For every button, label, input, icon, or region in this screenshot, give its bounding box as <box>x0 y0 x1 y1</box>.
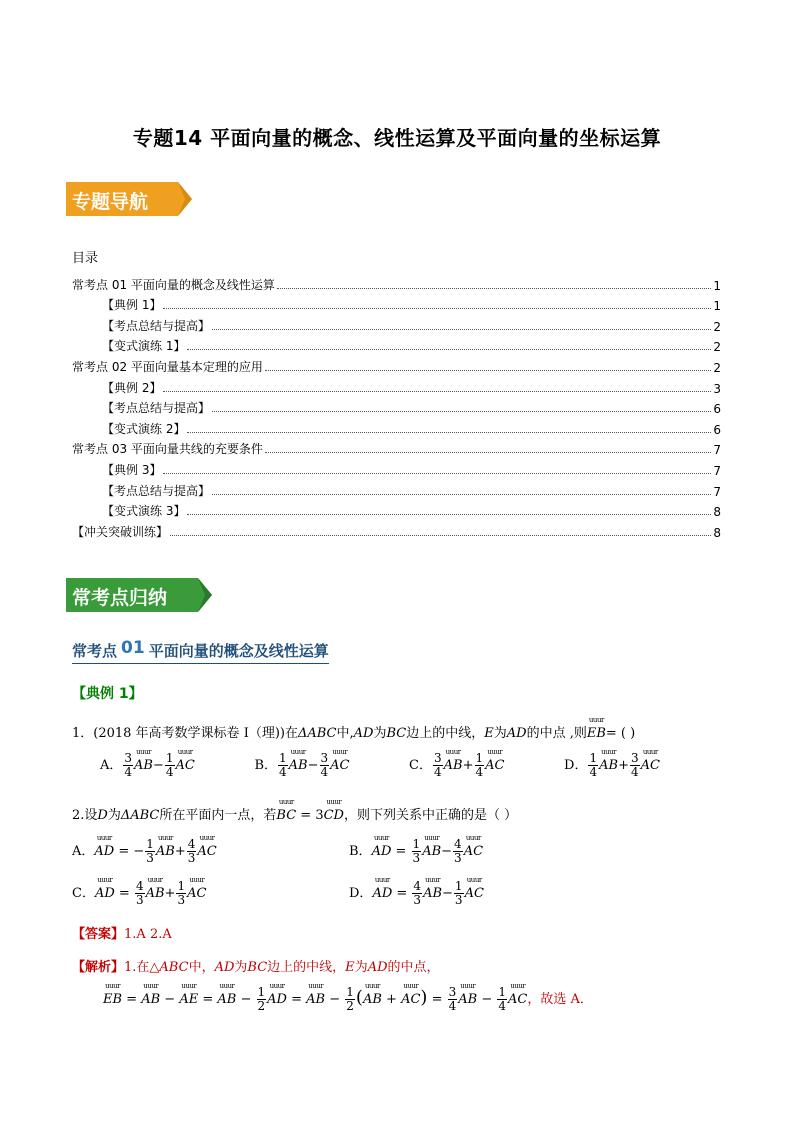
toc-entry-label: 常考点 02 平面向量基本定理的应用 <box>72 359 263 374</box>
toc-entry-page: 8 <box>713 505 721 520</box>
q2-option-c[interactable]: C．uuur AD = $\frac{4}{3}$ uuur AB+ $\frac{1}{3}$ uuur AC <box>72 880 206 907</box>
toc-entry-label: 【典例 3】 <box>102 462 162 477</box>
toc-entry[interactable] <box>72 499 721 520</box>
question-2-stem: 2.设D为ΔABC所在平面内一点，若uuur BC = 3uuur CD，则下列关系中正确的是（ ） <box>72 804 517 823</box>
toc-entry[interactable] <box>72 396 721 417</box>
toc-entry-label: 【考点总结与提高】 <box>102 318 211 333</box>
summary-banner-label: 常考点归纳 <box>72 587 168 609</box>
toc-leader-dots <box>212 411 711 412</box>
q2-option-d[interactable]: D．uuur AD = $\frac{4}{3}$ uuur AB− $\frac{1}{3}$ uuur AC <box>349 880 484 907</box>
q2-option-a[interactable]: A．uuur AD = − $\frac{1}{3}$ uuur AB+ $\frac{4}{3}$ uuur AC <box>72 838 217 865</box>
toc-entry-label: 【冲关突破训练】 <box>72 524 169 539</box>
toc-entry-page: 6 <box>713 402 721 417</box>
q2-option-b[interactable]: B．uuur AD = $\frac{1}{3}$ uuur AB− $\frac{4}{3}$ uuur AC <box>349 838 483 865</box>
page-title: 专题14 平面向量的概念、线性运算及平面向量的坐标运算 <box>132 126 662 150</box>
toc-entry-page: 8 <box>713 525 721 540</box>
question-1-stem: 1．(2018 年高考数学课标卷 I（理))在ΔABC中,AD为BC边上的中线，E为AD的中点 ,则uuur EB= ( ) <box>72 722 635 741</box>
toc-entry[interactable] <box>72 354 721 375</box>
toc-entry-label: 常考点 01 平面向量的概念及线性运算 <box>72 277 275 292</box>
toc-leader-dots <box>187 432 711 433</box>
toc-entry-label: 【考点总结与提高】 <box>102 401 211 416</box>
answer-label: 【答案】 <box>72 927 125 942</box>
toc-entry-page: 1 <box>713 278 721 293</box>
nav-banner <box>66 182 196 216</box>
toc-entry-label: 【变式演练 1】 <box>102 339 186 354</box>
q1-option-b[interactable]: B． $\frac{1}{4}$ uuur AB− $\frac{3}{4}$ uuur AC <box>254 752 349 779</box>
toc-entry-page: 2 <box>713 360 721 375</box>
analysis-line-1: 【解析】1.在△ABC中，AD为BC边上的中线，E为AD的中点， <box>72 960 440 975</box>
toc-entry[interactable] <box>72 416 721 437</box>
toc-leader-dots <box>265 370 711 371</box>
q1-option-c[interactable]: C． $\frac{3}{4}$ uuur AB+ $\frac{1}{4}$ uuur AC <box>409 752 504 779</box>
summary-banner <box>66 578 216 612</box>
toc-leader-dots <box>163 473 711 474</box>
toc-entry[interactable] <box>72 272 721 293</box>
toc-entry-label: 【变式演练 3】 <box>102 504 186 519</box>
analysis-label: 【解析】 <box>72 960 125 975</box>
toc-entry-page: 2 <box>713 319 721 334</box>
toc-leader-dots <box>187 514 711 515</box>
toc-leader-dots <box>163 308 711 309</box>
toc-leader-dots <box>187 349 711 350</box>
example-label: 【典例 1】 <box>72 686 143 702</box>
toc-entry[interactable] <box>72 293 721 314</box>
analysis-line-2: uuur EB = uuur AB − uuur AE = uuur AB − $\frac{1}{2}$ uuur AD = uuur AB − $\frac{1}{2}$ (uuur AB + uuur AC) = $\frac{3}{4}$ uuur AB − $\frac{1}{4}$ uuur AC，故选 A． <box>103 986 593 1013</box>
section-heading <box>72 640 329 664</box>
table-of-contents <box>72 272 721 540</box>
section-number: 01 <box>121 638 145 658</box>
toc-entry[interactable] <box>72 375 721 396</box>
toc-entry-page: 6 <box>713 422 721 437</box>
toc-entry-label: 【变式演练 2】 <box>102 421 186 436</box>
toc-entry-label: 【典例 1】 <box>102 298 162 313</box>
toc-entry[interactable] <box>72 313 721 334</box>
toc-leader-dots <box>212 494 711 495</box>
toc-entry-page: 1 <box>713 299 721 314</box>
toc-leader-dots <box>265 452 711 453</box>
section-name: 平面向量的概念及线性运算 <box>148 642 329 660</box>
toc-entry-label: 【典例 2】 <box>102 380 162 395</box>
section-prefix: 常考点 <box>72 642 118 660</box>
toc-entry[interactable] <box>72 334 721 355</box>
answer <box>72 923 172 942</box>
q1-option-a[interactable]: A． $\frac{3}{4}$ uuur AB− $\frac{1}{4}$ uuur AC <box>100 752 195 779</box>
toc-entry-page: 7 <box>713 484 721 499</box>
toc-entry-page: 7 <box>713 443 721 458</box>
nav-banner-label: 专题导航 <box>72 191 149 213</box>
toc-entry-label: 【考点总结与提高】 <box>102 483 211 498</box>
toc-entry[interactable] <box>72 437 721 458</box>
toc-entry-page: 2 <box>713 340 721 355</box>
question-1-options <box>100 752 660 779</box>
toc-leader-dots <box>212 329 711 330</box>
toc-leader-dots <box>277 288 711 289</box>
toc-entry-page: 3 <box>713 381 721 396</box>
q1-option-d[interactable]: D． $\frac{1}{4}$ uuur AB+ $\frac{3}{4}$ uuur AC <box>564 752 660 779</box>
toc-entry[interactable] <box>72 478 721 499</box>
toc-heading: 目录 <box>72 251 99 266</box>
toc-leader-dots <box>163 391 711 392</box>
toc-entry[interactable] <box>72 519 721 540</box>
toc-entry-label: 常考点 03 平面向量共线的充要条件 <box>72 442 263 457</box>
toc-entry[interactable] <box>72 457 721 478</box>
answer-text: 1.A 2.A <box>124 927 172 942</box>
toc-entry-page: 7 <box>713 463 721 478</box>
toc-leader-dots <box>170 535 711 536</box>
